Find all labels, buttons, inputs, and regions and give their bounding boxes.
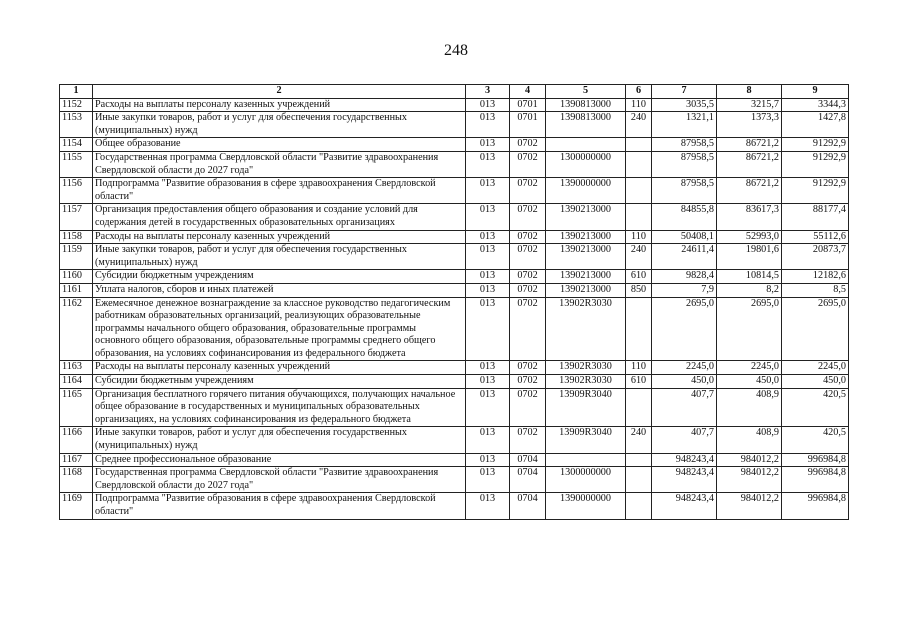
row-name: Подпрограмма "Развитие образования в сфере здравоохранения Свердловской области" bbox=[93, 178, 466, 204]
row-value-2: 10814,5 bbox=[717, 270, 782, 284]
row-value-1: 948243,4 bbox=[652, 453, 717, 467]
row-expense-kind bbox=[626, 388, 652, 427]
row-value-2: 83617,3 bbox=[717, 204, 782, 230]
row-value-1: 2245,0 bbox=[652, 361, 717, 375]
row-section-code: 0702 bbox=[510, 375, 546, 389]
row-value-3: 2695,0 bbox=[782, 297, 849, 361]
row-name: Иные закупки товаров, работ и услуг для обеспечения государственных (муниципальных) нужд bbox=[93, 427, 466, 453]
row-value-1: 87958,5 bbox=[652, 151, 717, 177]
row-admin-code: 013 bbox=[466, 297, 510, 361]
row-value-3: 420,5 bbox=[782, 388, 849, 427]
row-value-1: 407,7 bbox=[652, 388, 717, 427]
table-body bbox=[60, 98, 849, 519]
table-row bbox=[60, 138, 849, 152]
row-value-3: 996984,8 bbox=[782, 453, 849, 467]
row-expense-kind: 110 bbox=[626, 230, 652, 244]
row-value-1: 3035,5 bbox=[652, 98, 717, 112]
row-expense-kind: 110 bbox=[626, 361, 652, 375]
row-value-2: 450,0 bbox=[717, 375, 782, 389]
row-value-3: 1427,8 bbox=[782, 112, 849, 138]
row-target-code: 1390813000 bbox=[546, 112, 626, 138]
row-number: 1169 bbox=[60, 493, 93, 519]
row-expense-kind bbox=[626, 297, 652, 361]
column-number-row bbox=[60, 85, 849, 99]
row-target-code: 1300000000 bbox=[546, 467, 626, 493]
row-number: 1162 bbox=[60, 297, 93, 361]
row-admin-code: 013 bbox=[466, 467, 510, 493]
row-value-2: 984012,2 bbox=[717, 467, 782, 493]
row-value-3: 420,5 bbox=[782, 427, 849, 453]
row-number: 1160 bbox=[60, 270, 93, 284]
row-target-code: 1390213000 bbox=[546, 244, 626, 270]
column-header: 7 bbox=[652, 85, 717, 99]
row-value-1: 7,9 bbox=[652, 283, 717, 297]
row-name: Субсидии бюджетным учреждениям bbox=[93, 270, 466, 284]
row-admin-code: 013 bbox=[466, 388, 510, 427]
row-name: Государственная программа Свердловской области "Развитие здравоохранения Свердловской области до 2027 года" bbox=[93, 467, 466, 493]
table-header bbox=[60, 85, 849, 99]
row-number: 1165 bbox=[60, 388, 93, 427]
row-expense-kind: 610 bbox=[626, 270, 652, 284]
row-value-2: 984012,2 bbox=[717, 453, 782, 467]
page-number: 248 bbox=[444, 42, 468, 59]
row-target-code: 13909R3040 bbox=[546, 427, 626, 453]
row-section-code: 0702 bbox=[510, 388, 546, 427]
row-expense-kind bbox=[626, 178, 652, 204]
table-row bbox=[60, 204, 849, 230]
row-number: 1155 bbox=[60, 151, 93, 177]
row-section-code: 0702 bbox=[510, 204, 546, 230]
row-section-code: 0701 bbox=[510, 98, 546, 112]
row-admin-code: 013 bbox=[466, 178, 510, 204]
table-row bbox=[60, 375, 849, 389]
table-row bbox=[60, 270, 849, 284]
row-section-code: 0704 bbox=[510, 467, 546, 493]
row-name: Субсидии бюджетным учреждениям bbox=[93, 375, 466, 389]
column-header: 5 bbox=[546, 85, 626, 99]
row-value-2: 19801,6 bbox=[717, 244, 782, 270]
column-header: 8 bbox=[717, 85, 782, 99]
row-admin-code: 013 bbox=[466, 283, 510, 297]
row-number: 1167 bbox=[60, 453, 93, 467]
row-value-3: 996984,8 bbox=[782, 493, 849, 519]
row-value-3: 20873,7 bbox=[782, 244, 849, 270]
column-header: 3 bbox=[466, 85, 510, 99]
row-target-code: 13909R3040 bbox=[546, 388, 626, 427]
row-value-2: 1373,3 bbox=[717, 112, 782, 138]
row-expense-kind: 240 bbox=[626, 112, 652, 138]
table-row bbox=[60, 453, 849, 467]
row-admin-code: 013 bbox=[466, 244, 510, 270]
table-row bbox=[60, 178, 849, 204]
row-target-code: 1390213000 bbox=[546, 204, 626, 230]
row-section-code: 0702 bbox=[510, 283, 546, 297]
row-name: Ежемесячное денежное вознаграждение за классное руководство педагогическим работникам образовательных организаций, реализующих образовательные программы начального общего образования, образовательные программы основного общего образования, образовательные программы среднего общего образования, на условиях софинансирования из федерального бюджета bbox=[93, 297, 466, 361]
row-value-1: 84855,8 bbox=[652, 204, 717, 230]
row-target-code: 1300000000 bbox=[546, 151, 626, 177]
row-section-code: 0702 bbox=[510, 138, 546, 152]
row-target-code: 1390213000 bbox=[546, 283, 626, 297]
table-row bbox=[60, 388, 849, 427]
table-row bbox=[60, 283, 849, 297]
row-value-3: 2245,0 bbox=[782, 361, 849, 375]
row-value-2: 2245,0 bbox=[717, 361, 782, 375]
row-target-code: 1390000000 bbox=[546, 178, 626, 204]
row-expense-kind: 850 bbox=[626, 283, 652, 297]
row-value-3: 996984,8 bbox=[782, 467, 849, 493]
row-value-1: 87958,5 bbox=[652, 138, 717, 152]
row-number: 1166 bbox=[60, 427, 93, 453]
row-name: Расходы на выплаты персоналу казенных учреждений bbox=[93, 361, 466, 375]
column-header: 1 bbox=[60, 85, 93, 99]
row-expense-kind bbox=[626, 138, 652, 152]
row-section-code: 0704 bbox=[510, 453, 546, 467]
row-value-2: 408,9 bbox=[717, 388, 782, 427]
row-section-code: 0702 bbox=[510, 151, 546, 177]
row-value-2: 86721,2 bbox=[717, 178, 782, 204]
row-admin-code: 013 bbox=[466, 375, 510, 389]
row-value-3: 8,5 bbox=[782, 283, 849, 297]
row-target-code bbox=[546, 138, 626, 152]
row-number: 1154 bbox=[60, 138, 93, 152]
row-value-2: 2695,0 bbox=[717, 297, 782, 361]
row-value-2: 3215,7 bbox=[717, 98, 782, 112]
row-value-3: 91292,9 bbox=[782, 138, 849, 152]
row-target-code: 1390813000 bbox=[546, 98, 626, 112]
row-section-code: 0701 bbox=[510, 112, 546, 138]
row-section-code: 0702 bbox=[510, 361, 546, 375]
row-name: Иные закупки товаров, работ и услуг для обеспечения государственных (муниципальных) нужд bbox=[93, 112, 466, 138]
row-target-code: 13902R3030 bbox=[546, 297, 626, 361]
row-section-code: 0704 bbox=[510, 493, 546, 519]
row-value-2: 984012,2 bbox=[717, 493, 782, 519]
row-number: 1158 bbox=[60, 230, 93, 244]
row-section-code: 0702 bbox=[510, 244, 546, 270]
row-admin-code: 013 bbox=[466, 493, 510, 519]
row-name: Иные закупки товаров, работ и услуг для обеспечения государственных (муниципальных) нужд bbox=[93, 244, 466, 270]
row-value-3: 12182,6 bbox=[782, 270, 849, 284]
row-admin-code: 013 bbox=[466, 112, 510, 138]
row-section-code: 0702 bbox=[510, 178, 546, 204]
row-number: 1157 bbox=[60, 204, 93, 230]
row-expense-kind: 240 bbox=[626, 244, 652, 270]
row-expense-kind: 240 bbox=[626, 427, 652, 453]
row-name: Уплата налогов, сборов и иных платежей bbox=[93, 283, 466, 297]
row-value-1: 1321,1 bbox=[652, 112, 717, 138]
row-expense-kind bbox=[626, 467, 652, 493]
row-value-2: 86721,2 bbox=[717, 138, 782, 152]
row-number: 1163 bbox=[60, 361, 93, 375]
row-target-code: 1390213000 bbox=[546, 270, 626, 284]
row-value-3: 55112,6 bbox=[782, 230, 849, 244]
row-section-code: 0702 bbox=[510, 427, 546, 453]
row-value-1: 948243,4 bbox=[652, 493, 717, 519]
row-target-code bbox=[546, 453, 626, 467]
row-name: Общее образование bbox=[93, 138, 466, 152]
row-admin-code: 013 bbox=[466, 230, 510, 244]
budget-table bbox=[59, 84, 849, 520]
row-expense-kind bbox=[626, 453, 652, 467]
row-number: 1156 bbox=[60, 178, 93, 204]
row-admin-code: 013 bbox=[466, 361, 510, 375]
row-value-1: 9828,4 bbox=[652, 270, 717, 284]
table-row bbox=[60, 112, 849, 138]
table-row bbox=[60, 151, 849, 177]
row-expense-kind bbox=[626, 493, 652, 519]
row-target-code: 13902R3030 bbox=[546, 361, 626, 375]
table-row bbox=[60, 230, 849, 244]
row-value-1: 24611,4 bbox=[652, 244, 717, 270]
row-section-code: 0702 bbox=[510, 270, 546, 284]
row-value-3: 88177,4 bbox=[782, 204, 849, 230]
table-row bbox=[60, 361, 849, 375]
row-value-1: 948243,4 bbox=[652, 467, 717, 493]
row-value-3: 91292,9 bbox=[782, 151, 849, 177]
row-name: Организация предоставления общего образования и создание условий для содержания детей в государственных образовательных организациях bbox=[93, 204, 466, 230]
row-number: 1164 bbox=[60, 375, 93, 389]
row-name: Расходы на выплаты персоналу казенных учреждений bbox=[93, 98, 466, 112]
table-row bbox=[60, 427, 849, 453]
row-admin-code: 013 bbox=[466, 138, 510, 152]
row-value-1: 50408,1 bbox=[652, 230, 717, 244]
row-value-2: 8,2 bbox=[717, 283, 782, 297]
row-expense-kind: 610 bbox=[626, 375, 652, 389]
row-admin-code: 013 bbox=[466, 453, 510, 467]
row-value-1: 450,0 bbox=[652, 375, 717, 389]
row-expense-kind bbox=[626, 151, 652, 177]
row-target-code: 1390213000 bbox=[546, 230, 626, 244]
table-row bbox=[60, 244, 849, 270]
row-number: 1153 bbox=[60, 112, 93, 138]
row-number: 1159 bbox=[60, 244, 93, 270]
row-name: Организация бесплатного горячего питания обучающихся, получающих начальное общее образование в государственных и муниципальных образовательных организациях, на условиях софинансирования из федерального бюджета bbox=[93, 388, 466, 427]
table-row bbox=[60, 297, 849, 361]
table-row bbox=[60, 467, 849, 493]
row-value-1: 407,7 bbox=[652, 427, 717, 453]
row-name: Среднее профессиональное образование bbox=[93, 453, 466, 467]
row-admin-code: 013 bbox=[466, 270, 510, 284]
row-value-3: 450,0 bbox=[782, 375, 849, 389]
row-target-code: 13902R3030 bbox=[546, 375, 626, 389]
row-admin-code: 013 bbox=[466, 98, 510, 112]
row-name: Подпрограмма "Развитие образования в сфере здравоохранения Свердловской области" bbox=[93, 493, 466, 519]
row-value-1: 2695,0 bbox=[652, 297, 717, 361]
row-admin-code: 013 bbox=[466, 204, 510, 230]
table-row bbox=[60, 493, 849, 519]
row-name: Расходы на выплаты персоналу казенных учреждений bbox=[93, 230, 466, 244]
column-header: 9 bbox=[782, 85, 849, 99]
row-section-code: 0702 bbox=[510, 297, 546, 361]
row-value-2: 408,9 bbox=[717, 427, 782, 453]
row-number: 1161 bbox=[60, 283, 93, 297]
column-header: 6 bbox=[626, 85, 652, 99]
row-value-2: 86721,2 bbox=[717, 151, 782, 177]
column-header: 4 bbox=[510, 85, 546, 99]
row-value-1: 87958,5 bbox=[652, 178, 717, 204]
row-number: 1168 bbox=[60, 467, 93, 493]
row-number: 1152 bbox=[60, 98, 93, 112]
table-row bbox=[60, 98, 849, 112]
row-value-3: 3344,3 bbox=[782, 98, 849, 112]
row-admin-code: 013 bbox=[466, 151, 510, 177]
row-value-2: 52993,0 bbox=[717, 230, 782, 244]
row-admin-code: 013 bbox=[466, 427, 510, 453]
row-target-code: 1390000000 bbox=[546, 493, 626, 519]
row-section-code: 0702 bbox=[510, 230, 546, 244]
row-value-3: 91292,9 bbox=[782, 178, 849, 204]
row-expense-kind bbox=[626, 204, 652, 230]
row-name: Государственная программа Свердловской области "Развитие здравоохранения Свердловской области до 2027 года" bbox=[93, 151, 466, 177]
column-header: 2 bbox=[93, 85, 466, 99]
row-expense-kind: 110 bbox=[626, 98, 652, 112]
